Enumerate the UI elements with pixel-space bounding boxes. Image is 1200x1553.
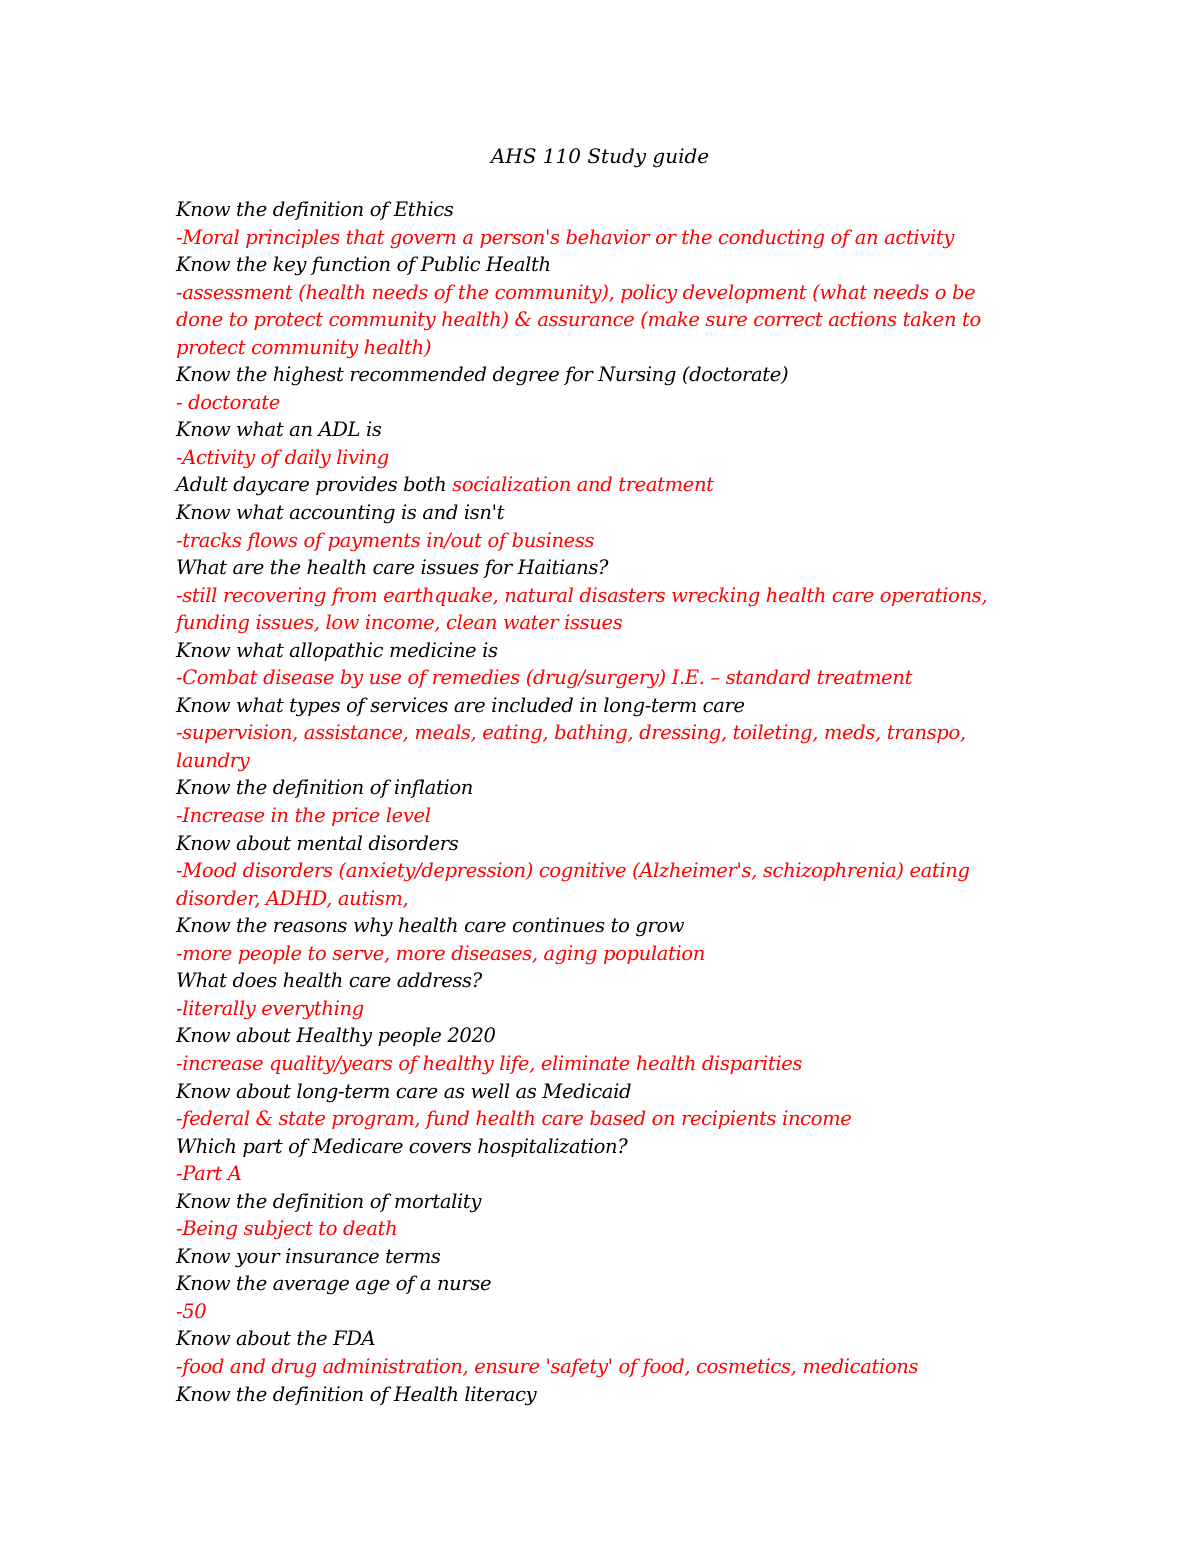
question-prefix: Adult daycare provides both — [176, 473, 453, 497]
answer-text: -still recovering from earthquake, natural disasters wrecking health care operations, funding issues, low income, clean water issues — [176, 583, 988, 635]
question-text: Know the definition of Ethics — [176, 198, 454, 221]
study-guide-body — [176, 196, 1026, 1408]
question-text: Know the average age of a nurse — [176, 1272, 492, 1296]
answer-text: -food and drug administration, ensure 'safety' of food, cosmetics, medications — [176, 1354, 919, 1378]
question-text: Know the reasons why health care continues to grow — [176, 914, 685, 938]
question-text: Know what types of services are included in long-term care — [176, 693, 745, 717]
question-text: Know the highest recommended degree for Nursing (doctorate) — [176, 363, 789, 387]
answer-text: -tracks flows of payments in/out of business — [176, 528, 595, 552]
answer-text: -increase quality/years of healthy life, eliminate health disparities — [176, 1051, 803, 1075]
question-text: Know what allopathic medicine is — [176, 638, 498, 662]
question-text: Know the definition of inflation — [176, 776, 473, 800]
question-text: Know about mental disorders — [176, 831, 459, 855]
answer-text: -Mood disorders (anxiety/depression) cognitive (Alzheimer's, schizophrenia) eating disorder, ADHD, autism, — [176, 859, 970, 910]
answer-text: -Part A — [176, 1162, 242, 1186]
answer-text: -50 — [176, 1299, 207, 1323]
inline-answer-text: socialization and treatment — [452, 473, 714, 497]
answer-text: -Increase in the price level — [176, 804, 431, 828]
answer-text: -Activity of daily living — [176, 445, 389, 469]
question-text: Know about Healthy people 2020 — [176, 1024, 496, 1048]
answer-text: - doctorate — [176, 390, 280, 414]
answer-text: -Moral principles that govern a person's behavior or the conducting of an activity — [176, 225, 955, 249]
question-text: Which part of Medicare covers hospitalization? — [176, 1134, 628, 1158]
answer-text: -more people to serve, more diseases, aging population — [176, 941, 706, 965]
answer-text: -Combat disease by use of remedies (drug/surgery) I.E. – standard treatment — [176, 666, 913, 690]
question-text: Know the definition of mortality — [176, 1189, 482, 1213]
answer-text: -literally everything — [176, 996, 364, 1020]
question-text: Know your insurance terms — [176, 1244, 441, 1268]
question-text: What does health care address? — [176, 969, 482, 993]
answer-text: -federal & state program, fund health care based on recipients income — [176, 1107, 852, 1131]
question-text: Know what accounting is and isn't — [176, 501, 505, 525]
page-title: AHS 110 Study guide — [490, 144, 710, 168]
answer-text: -supervision, assistance, meals, eating, bathing, dressing, toileting, meds, transpo, laundry — [176, 721, 966, 772]
question-text: Know what an ADL is — [176, 418, 382, 442]
answer-text: -assessment (health needs of the community), policy development (what needs o be done to protect community health) & assurance (make sure correct actions taken to protect community health) — [176, 280, 981, 359]
question-text: Know about the FDA — [176, 1327, 376, 1351]
question-with-inline-answer — [176, 471, 1026, 499]
question-text: What are the health care issues for Haitians? — [176, 556, 609, 580]
answer-text: -Being subject to death — [176, 1217, 398, 1241]
question-text: Know the key function of Public Health — [176, 253, 551, 277]
question-text: Know about long-term care as well as Medicaid — [176, 1079, 632, 1103]
question-text: Know the definition of Health literacy — [176, 1382, 537, 1406]
